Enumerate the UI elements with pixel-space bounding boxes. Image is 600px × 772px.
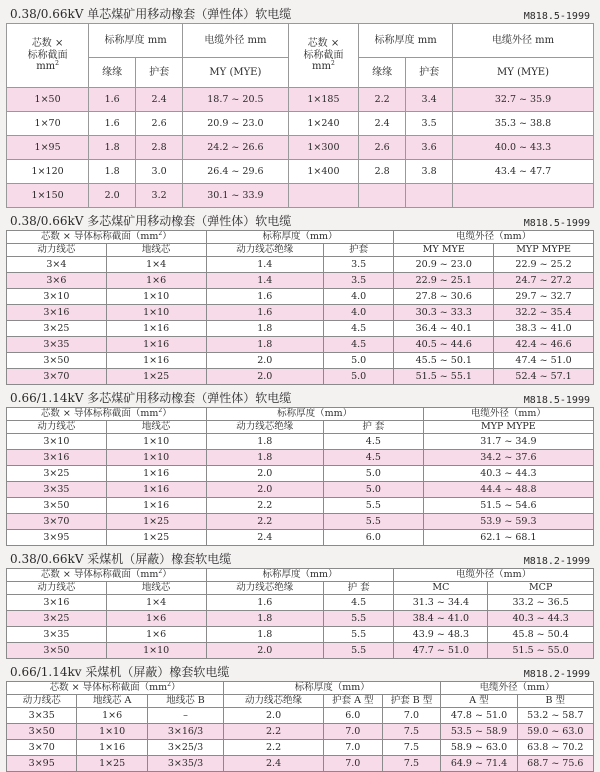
table-row <box>7 611 594 627</box>
section-1-title: 0.38/0.66kV 单芯煤矿用移动橡套（弹性体）软电缆 <box>10 7 292 21</box>
table-2-thickness-header: 标称厚度（mm） <box>206 231 394 244</box>
table-5-core-header: 芯数 × 导体标称截面$(mm^2)$ <box>7 682 224 695</box>
table-1-core-header-right: 芯数 × 标称截面 $mm^2$ <box>288 24 358 88</box>
table-cell: 7.5 <box>382 724 441 740</box>
table-row <box>7 724 594 740</box>
table-cell: 43.9 ~ 48.3 <box>394 627 488 643</box>
table-2-subheader-row <box>7 244 594 257</box>
table-cell: 7.0 <box>323 756 382 772</box>
table-5-sheath-b-header: 护套 B 型 <box>382 695 441 708</box>
table-3-subheader-row <box>7 421 594 434</box>
table-cell: 3.4 <box>406 88 453 112</box>
table-cell: 2.0 <box>206 643 323 659</box>
table-cell: 3×25 <box>7 321 107 337</box>
table-cell: 40.3 ~ 44.3 <box>488 611 594 627</box>
table-row <box>7 136 594 160</box>
table-5-ground-core-a-header: 地线芯 A <box>77 695 147 708</box>
table-cell: 3×35 <box>7 627 107 643</box>
table-cell: 29.7 ~ 32.7 <box>494 289 594 305</box>
table-cell: 35.3 ~ 38.8 <box>453 112 594 136</box>
table-3 <box>6 407 594 546</box>
table-cell: 2.2 <box>359 88 406 112</box>
table-cell: 1.8 <box>206 337 323 353</box>
table-3-sheath-header: 护 套 <box>323 421 423 434</box>
table-cell: 4.5 <box>323 434 423 450</box>
table-5 <box>6 681 594 772</box>
table-cell: 1×10 <box>106 643 206 659</box>
table-cell: 3×50 <box>7 643 107 659</box>
table-cell: 5.5 <box>323 643 393 659</box>
table-cell: 38.4 ~ 41.0 <box>394 611 488 627</box>
table-cell: 5.5 <box>323 498 423 514</box>
table-cell: 1×50 <box>7 88 89 112</box>
section-2-standard: M818.5-1999 <box>523 218 590 229</box>
table-cell: 5.5 <box>323 627 393 643</box>
table-cell: 53.9 ~ 59.3 <box>423 514 593 530</box>
table-cell: 20.9 ~ 23.0 <box>394 257 494 273</box>
table-cell: 45.8 ~ 50.4 <box>488 627 594 643</box>
table-cell: 1×25 <box>106 530 206 546</box>
table-cell: 3×25 <box>7 611 107 627</box>
table-cell: 2.4 <box>224 756 324 772</box>
table-cell: 1×10 <box>106 450 206 466</box>
table-cell: 1×25 <box>77 756 147 772</box>
table-cell: 51.5 ~ 55.0 <box>488 643 594 659</box>
table-cell: 3×35 <box>7 337 107 353</box>
table-3-power-insulation-header: 动力线芯绝缘 <box>206 421 323 434</box>
table-cell <box>406 184 453 208</box>
table-row <box>7 530 594 546</box>
table-row <box>7 88 594 112</box>
table-5-sheath-a-header: 护套 A 型 <box>323 695 382 708</box>
table-cell: 40.5 ~ 44.6 <box>394 337 494 353</box>
table-cell: 1×10 <box>77 724 147 740</box>
table-cell: 1.4 <box>206 273 323 289</box>
table-1-thickness-header: 标称厚度 mm <box>89 24 183 58</box>
table-2 <box>6 230 594 385</box>
table-row <box>7 466 594 482</box>
table-cell: 68.7 ~ 75.6 <box>517 756 593 772</box>
table-cell: 1.6 <box>89 88 136 112</box>
table-1-od-header: 电缆外径 mm <box>183 24 289 58</box>
table-cell: 63.8 ~ 70.2 <box>517 740 593 756</box>
table-cell: 3×16/3 <box>147 724 223 740</box>
table-cell: 7.5 <box>382 740 441 756</box>
table-cell: 47.7 ~ 51.0 <box>394 643 488 659</box>
table-cell: 4.5 <box>323 450 423 466</box>
table-cell: 4.5 <box>323 595 393 611</box>
table-cell <box>453 184 594 208</box>
section-3-title: 0.66/1.14kV 多芯煤矿用移动橡套（弹性体）软电缆 <box>10 391 292 405</box>
table-cell: 43.4 ~ 47.7 <box>453 160 594 184</box>
table-row <box>7 595 594 611</box>
table-cell: 3×35 <box>7 482 107 498</box>
table-cell: 22.9 ~ 25.1 <box>394 273 494 289</box>
table-cell: 7.0 <box>323 724 382 740</box>
table-cell: 36.4 ~ 40.1 <box>394 321 494 337</box>
table-cell: 2.0 <box>206 369 323 385</box>
table-cell: 1×16 <box>77 740 147 756</box>
table-cell: 26.4 ~ 29.6 <box>183 160 289 184</box>
table-row <box>7 337 594 353</box>
table-cell: 2.2 <box>224 740 324 756</box>
table-2-od-header: 电缆外径（mm） <box>394 231 594 244</box>
table-3-ground-core-header: 地线芯 <box>106 421 206 434</box>
section-4-standard: M818.2-1999 <box>523 556 590 567</box>
table-cell: 1×400 <box>288 160 358 184</box>
table-cell: 40.0 ~ 43.3 <box>453 136 594 160</box>
table-cell: 3×16 <box>7 595 107 611</box>
table-cell: 27.8 ~ 30.6 <box>394 289 494 305</box>
table-cell: 2.2 <box>224 724 324 740</box>
table-cell: 3×16 <box>7 305 107 321</box>
table-cell: 1×6 <box>106 273 206 289</box>
table-cell: 1.6 <box>89 112 136 136</box>
table-row <box>7 643 594 659</box>
table-cell: 30.3 ~ 33.3 <box>394 305 494 321</box>
table-cell: 3.8 <box>406 160 453 184</box>
section-2-title: 0.38/0.66kV 多芯煤矿用移动橡套（弹性体）软电缆 <box>10 214 292 228</box>
table-5-thickness-header: 标称厚度（mm） <box>224 682 441 695</box>
section-3-title-bar <box>6 391 594 407</box>
table-cell: 1.8 <box>206 321 323 337</box>
table-row <box>7 257 594 273</box>
table-cell: 3×25/3 <box>147 740 223 756</box>
table-cell: 7.0 <box>382 708 441 724</box>
table-row <box>7 112 594 136</box>
table-cell: 4.5 <box>323 337 393 353</box>
table-cell: 3×4 <box>7 257 107 273</box>
table-cell: 6.0 <box>323 708 382 724</box>
table-cell: 2.4 <box>136 88 183 112</box>
table-cell: 47.8 ~ 51.0 <box>441 708 517 724</box>
table-row <box>7 708 594 724</box>
table-cell: 1.8 <box>89 136 136 160</box>
table-cell: 3×25 <box>7 466 107 482</box>
table-cell: 3×95 <box>7 530 107 546</box>
table-1 <box>6 23 594 208</box>
table-cell: 5.0 <box>323 482 423 498</box>
table-cell: 2.0 <box>206 466 323 482</box>
table-cell: 3×6 <box>7 273 107 289</box>
table-1-insulation-header-right: 缘缘 <box>359 58 406 88</box>
table-5-od-b-header: B 型 <box>517 695 593 708</box>
table-cell: 1×70 <box>7 112 89 136</box>
section-1-title-bar <box>6 0 594 23</box>
table-cell: 51.5 ~ 55.1 <box>394 369 494 385</box>
table-2-power-core-header: 动力线芯 <box>7 244 107 257</box>
table-cell: 52.4 ~ 57.1 <box>494 369 594 385</box>
table-row <box>7 434 594 450</box>
table-5-subheader-row <box>7 695 594 708</box>
table-cell: 32.2 ~ 35.4 <box>494 305 594 321</box>
table-row <box>7 273 594 289</box>
table-cell: 3.5 <box>323 273 393 289</box>
section-1-standard: M818.5-1999 <box>523 11 590 22</box>
table-cell: 4.0 <box>323 305 393 321</box>
table-5-od-header: 电缆外径（mm） <box>441 682 594 695</box>
table-4-core-header: 芯数 × 导体标称截面$(mm^2)$ <box>7 569 207 582</box>
table-cell: 6.0 <box>323 530 423 546</box>
table-cell: 20.9 ~ 23.0 <box>183 112 289 136</box>
table-cell: 1×4 <box>106 257 206 273</box>
table-cell: 24.7 ~ 27.2 <box>494 273 594 289</box>
table-cell: 1×25 <box>106 514 206 530</box>
table-cell: 1.8 <box>206 611 323 627</box>
table-cell: 2.2 <box>206 498 323 514</box>
table-row <box>7 450 594 466</box>
table-cell: 1×120 <box>7 160 89 184</box>
table-cell: 4.0 <box>323 289 393 305</box>
table-cell: 1.8 <box>89 160 136 184</box>
table-4-header-row <box>7 569 594 582</box>
table-4-power-core-header: 动力线芯 <box>7 582 107 595</box>
table-cell: 3.5 <box>323 257 393 273</box>
table-cell: 31.7 ~ 34.9 <box>423 434 593 450</box>
table-row <box>7 756 594 772</box>
table-cell: 5.5 <box>323 611 393 627</box>
table-cell: 3×50 <box>7 498 107 514</box>
table-cell: 4.5 <box>323 321 393 337</box>
table-row <box>7 184 594 208</box>
section-5-title: 0.66/1.14kv 采煤机（屏蔽）橡套软电缆 <box>10 665 230 679</box>
table-2-core-header: 芯数 × 导体标称截面$(mm^2)$ <box>7 231 207 244</box>
table-4-od-header: 电缆外径（mm） <box>394 569 594 582</box>
table-4-thickness-header: 标称厚度（mm） <box>206 569 394 582</box>
table-cell: 1×6 <box>106 611 206 627</box>
table-row <box>7 514 594 530</box>
table-2-od-my-header: MY MYE <box>394 244 494 257</box>
table-1-thickness-header-right: 标称厚度 mm <box>359 24 453 58</box>
table-cell: 3.6 <box>406 136 453 160</box>
table-cell: 1×95 <box>7 136 89 160</box>
table-cell: 1×16 <box>106 498 206 514</box>
table-cell: 1.8 <box>206 450 323 466</box>
table-5-power-core-header: 动力线芯 <box>7 695 77 708</box>
table-5-od-a-header: A 型 <box>441 695 517 708</box>
table-cell: 1×6 <box>77 708 147 724</box>
table-5-power-insulation-header: 动力线芯绝缘 <box>224 695 324 708</box>
table-cell: 2.8 <box>359 160 406 184</box>
table-1-core-header: 芯数 × 标称截面 $mm^2$ <box>7 24 89 88</box>
table-cell: 3×35/3 <box>147 756 223 772</box>
table-cell: 5.0 <box>323 369 393 385</box>
table-cell: 2.0 <box>224 708 324 724</box>
table-cell: 47.4 ~ 51.0 <box>494 353 594 369</box>
table-cell: 30.1 ~ 33.9 <box>183 184 289 208</box>
table-cell: 1×25 <box>106 369 206 385</box>
table-1-od-header-right: 电缆外径 mm <box>453 24 594 58</box>
table-cell: 3×50 <box>7 724 77 740</box>
table-cell: 2.4 <box>359 112 406 136</box>
table-1-od-sub-header-right: MY (MYE) <box>453 58 594 88</box>
table-cell: 1.6 <box>206 289 323 305</box>
table-cell: 3×10 <box>7 434 107 450</box>
table-cell: 3.5 <box>406 112 453 136</box>
section-5-standard: M818.2-1999 <box>523 669 590 680</box>
table-4-power-insulation-header: 动力线芯绝缘 <box>206 582 323 595</box>
table-cell: 53.5 ~ 58.9 <box>441 724 517 740</box>
table-cell: 7.5 <box>382 756 441 772</box>
table-row <box>7 369 594 385</box>
table-cell: 33.2 ~ 36.5 <box>488 595 594 611</box>
table-cell: 44.4 ~ 48.8 <box>423 482 593 498</box>
table-cell: 38.3 ~ 41.0 <box>494 321 594 337</box>
table-cell: 2.6 <box>136 112 183 136</box>
table-cell: 1×16 <box>106 337 206 353</box>
table-cell: 5.0 <box>323 353 393 369</box>
table-3-core-header: 芯数 × 导体标称截面$(mm^2)$ <box>7 408 207 421</box>
table-cell: 53.2 ~ 58.7 <box>517 708 593 724</box>
table-cell: 3×70 <box>7 514 107 530</box>
table-cell: 3×95 <box>7 756 77 772</box>
table-5-header-row <box>7 682 594 695</box>
table-4-od-mcp-header: MCP <box>488 582 594 595</box>
table-cell: 1×6 <box>106 627 206 643</box>
table-cell: 5.0 <box>323 466 423 482</box>
table-1-insulation-header: 缘缘 <box>89 58 136 88</box>
table-cell: 3×16 <box>7 450 107 466</box>
table-cell: 1×16 <box>106 353 206 369</box>
table-2-power-insulation-header: 动力线芯绝缘 <box>206 244 323 257</box>
table-cell: 3×10 <box>7 289 107 305</box>
table-cell: 3×70 <box>7 369 107 385</box>
table-cell: 1.4 <box>206 257 323 273</box>
section-3-standard: M818.5-1999 <box>523 395 590 406</box>
table-3-header-row <box>7 408 594 421</box>
section-4-title: 0.38/0.66kV 采煤机（屏蔽）橡套软电缆 <box>10 552 232 566</box>
table-4 <box>6 568 594 659</box>
table-cell: 3×70 <box>7 740 77 756</box>
table-cell: 2.0 <box>206 482 323 498</box>
table-cell: 22.9 ~ 25.2 <box>494 257 594 273</box>
table-cell: 51.5 ~ 54.6 <box>423 498 593 514</box>
table-row <box>7 740 594 756</box>
table-cell: 58.9 ~ 63.0 <box>441 740 517 756</box>
table-5-ground-core-b-header: 地线芯 B <box>147 695 223 708</box>
table-2-ground-core-header: 地线芯 <box>106 244 206 257</box>
table-cell <box>359 184 406 208</box>
table-cell: 3×50 <box>7 353 107 369</box>
table-cell: 3×35 <box>7 708 77 724</box>
section-2-title-bar <box>6 214 594 230</box>
table-cell: 2.2 <box>206 514 323 530</box>
table-4-subheader-row <box>7 582 594 595</box>
table-cell: 24.2 ~ 26.6 <box>183 136 289 160</box>
table-cell: 59.0 ~ 63.0 <box>517 724 593 740</box>
table-cell: 1.6 <box>206 595 323 611</box>
table-1-sheath-header: 护套 <box>136 58 183 88</box>
table-cell: 42.4 ~ 46.6 <box>494 337 594 353</box>
table-cell: 1×300 <box>288 136 358 160</box>
table-cell: 1×10 <box>106 434 206 450</box>
table-cell: 5.5 <box>323 514 423 530</box>
table-cell: 3.2 <box>136 184 183 208</box>
table-4-od-mc-header: MC <box>394 582 488 595</box>
table-row <box>7 353 594 369</box>
table-cell: 18.7 ~ 20.5 <box>183 88 289 112</box>
table-cell: 3.0 <box>136 160 183 184</box>
table-cell: 7.0 <box>323 740 382 756</box>
table-row <box>7 289 594 305</box>
table-cell: – <box>147 708 223 724</box>
table-cell: 1×16 <box>106 466 206 482</box>
table-row <box>7 498 594 514</box>
table-4-sheath-header: 护 套 <box>323 582 393 595</box>
table-cell: 45.5 ~ 50.1 <box>394 353 494 369</box>
section-4-title-bar <box>6 552 594 568</box>
table-cell: 1×16 <box>106 482 206 498</box>
table-cell: 2.0 <box>89 184 136 208</box>
table-row <box>7 321 594 337</box>
table-cell: 40.3 ~ 44.3 <box>423 466 593 482</box>
table-3-thickness-header: 标称厚度（mm） <box>206 408 423 421</box>
table-3-od-header: 电缆外径（mm） <box>423 408 593 421</box>
table-row <box>7 305 594 321</box>
table-4-ground-core-header: 地线芯 <box>106 582 206 595</box>
table-cell: 1.8 <box>206 627 323 643</box>
table-row <box>7 482 594 498</box>
table-cell: 31.3 ~ 34.4 <box>394 595 488 611</box>
section-5-title-bar <box>6 665 594 681</box>
table-3-power-core-header: 动力线芯 <box>7 421 107 434</box>
table-2-od-myp-header: MYP MYPE <box>494 244 594 257</box>
table-cell: 1×4 <box>106 595 206 611</box>
table-cell: 2.8 <box>136 136 183 160</box>
table-2-sheath-header: 护套 <box>323 244 393 257</box>
table-row <box>7 160 594 184</box>
table-cell: 1.8 <box>206 434 323 450</box>
table-1-od-sub-header: MY (MYE) <box>183 58 289 88</box>
table-2-header-row <box>7 231 594 244</box>
table-cell: 1×16 <box>106 321 206 337</box>
table-cell: 1.6 <box>206 305 323 321</box>
table-cell <box>288 184 358 208</box>
table-cell: 2.0 <box>206 353 323 369</box>
table-cell: 1×240 <box>288 112 358 136</box>
table-cell: 1×10 <box>106 289 206 305</box>
table-1-header-row <box>7 24 594 58</box>
table-cell: 64.9 ~ 71.4 <box>441 756 517 772</box>
table-cell: 32.7 ~ 35.9 <box>453 88 594 112</box>
table-3-od-myp-header: MYP MYPE <box>423 421 593 434</box>
table-1-sheath-header-right: 护套 <box>406 58 453 88</box>
table-cell: 2.6 <box>359 136 406 160</box>
table-cell: 34.2 ~ 37.6 <box>423 450 593 466</box>
table-cell: 1×150 <box>7 184 89 208</box>
table-row <box>7 627 594 643</box>
table-cell: 1×185 <box>288 88 358 112</box>
table-cell: 62.1 ~ 68.1 <box>423 530 593 546</box>
table-cell: 2.4 <box>206 530 323 546</box>
table-cell: 1×10 <box>106 305 206 321</box>
